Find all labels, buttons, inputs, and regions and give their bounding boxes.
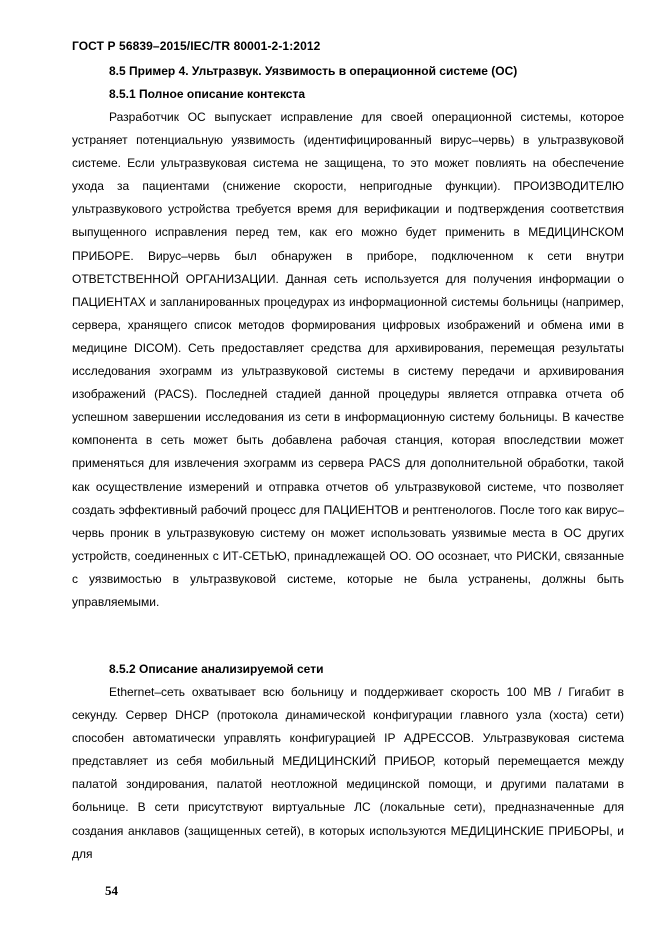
page-number: 54 xyxy=(105,883,118,898)
subsection-1-title: 8.5.1 Полное описание контекста xyxy=(109,87,306,101)
paragraph-network: Ethernet–сеть охватывает всю больницу и поддерживает скорость 100 МВ / Гигабит в секунду. Сервер DHCP (протокола динамической конфигурации главного узла (хоста) сети) способен автоматически управлять конфигурацией IP АДРЕССОВ. Ультразвуковая система представляет из себя мобильный МЕДИЦИНСКИЙ ПРИБОР, который перемещается между палатой зондирования, палатой неотложной медицинской помощи, и другими палатами в больнице. В сети присутствуют виртуальные ЛС (локальные сети), предназначенные для создания анклавов (защищенных сетей), в которых используются МЕДИЦИНСКИЕ ПРИБОРЫ, и для xyxy=(72,685,624,861)
subsection-2-title: 8.5.2 Описание анализируемой сети xyxy=(109,662,324,676)
document-header: ГОСТ Р 56839–2015/IEC/TR 80001-2-1:2012 xyxy=(72,39,321,53)
paragraph-context: Разработчик ОС выпускает исправление для своей операционной системы, которое устраняет потенциальную уязвимость (идентифицированный вирус–червь) в ультразвуковой системе. Если ультразвуковая система не защищена, то это может повлиять на обеспечение ухода за пациентами (снижение скорости, непригодные функции). ПРОИЗВОДИТЕЛЮ ультразвукового устройства требуется время для верификации и подтверждения соответствия выпущенного исправления перед тем, как его можно будет применить в МЕДИЦИНСКОМ ПРИБОРЕ. Вирус–червь был обнаружен в приборе, подключенном к сети внутри ОТВЕТСТВЕННОЙ ОРГАНИЗАЦИИ. Данная сеть используется для получения информации о ПАЦИЕНТАХ и запланированных процедурах из информационной системы больницы (например, сервера, хранящего список методов формирования цифровых изображений и обмена ими в медицине DICOM). Сеть предоставляет средства для архивирования, перемещая результаты исследования эхограмм из ультразвуковой системы в систему передачи и архивирования изображений (PACS). Последней стадией данной процедуры является отправка отчета об успешном завершении исследования из сети в информационную систему больницы. В качестве компонента в сеть может быть добавлена рабочая станция, которая впоследствии может применяться для извлечения эхограмм из сервера PACS для дополнительной обработки, такой как осуществление измерений и отправка отчетов об ультразвуковой системе, что позволяет создать эффективный рабочий процесс для ПАЦИЕНТОВ и рентгенологов. После того как вирус–червь проник в ультразвуковую систему он может использовать уязвимые места в ОС других устройств, соединенных с ИТ-СЕТЬЮ, принадлежащей ОО. ОО осознает, что РИСКИ, связанные с уязвимостью в ультразвуковой системе, которые не была устранены, должны быть управляемыми. xyxy=(72,110,624,609)
section-title: 8.5 Пример 4. Ультразвук. Уязвимость в операционной системе (ОС) xyxy=(109,64,518,78)
